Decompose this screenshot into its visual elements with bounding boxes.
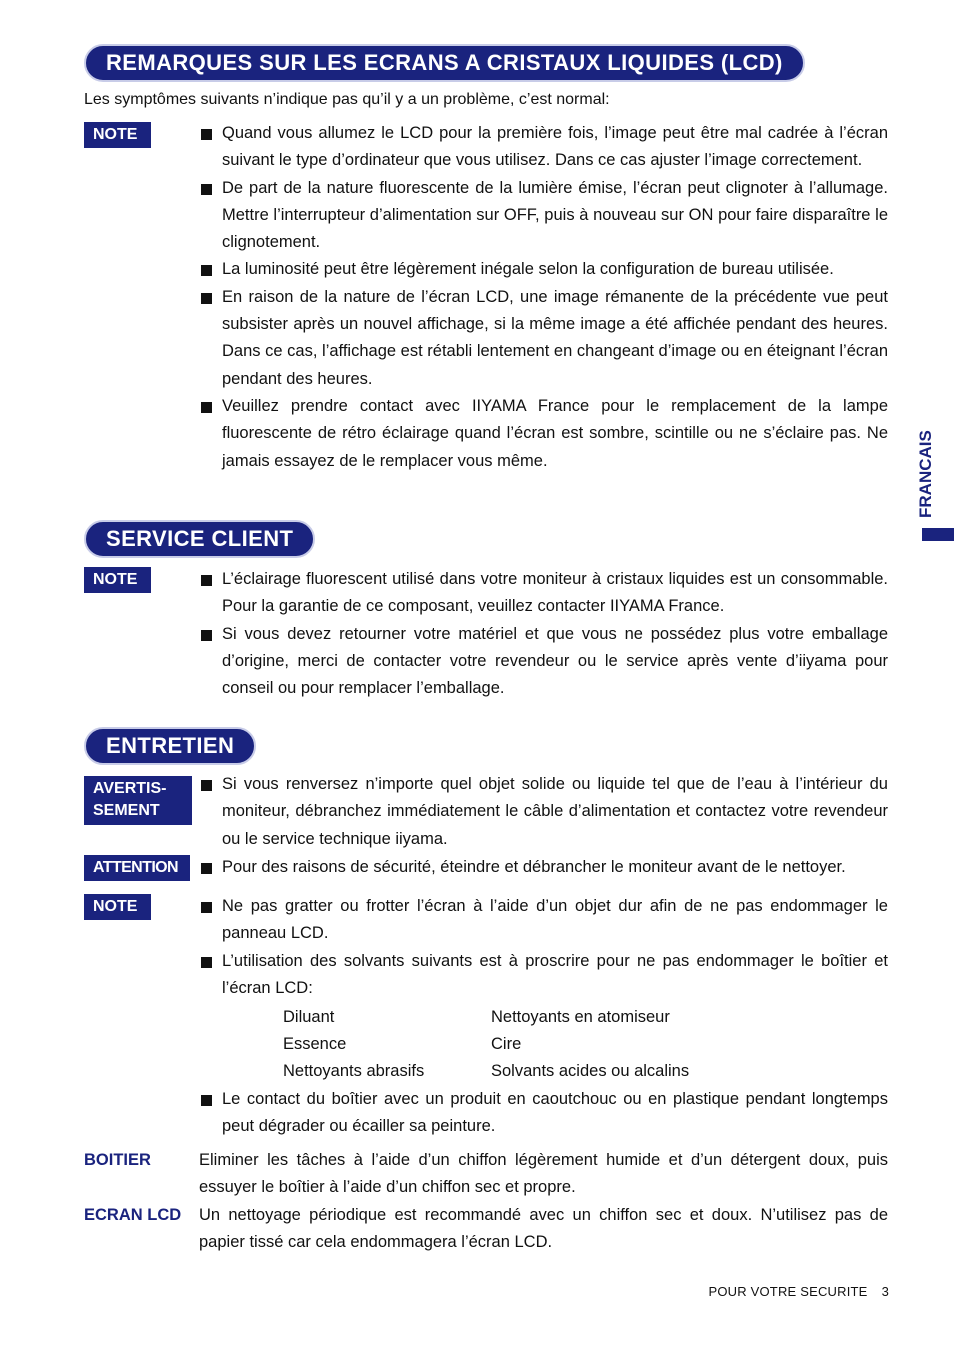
section-title-entretien: ENTRETIEN [84, 727, 256, 765]
side-language-bar [922, 528, 954, 541]
note-tag: NOTE [84, 894, 151, 920]
list-item: L’éclairage fluorescent utilisé dans votre moniteur à cristaux liquides est un consommable. Pour la garantie de ce composant, veuillez contacter IIYAMA France. [200, 566, 888, 621]
solvents-table [283, 1004, 689, 1085]
list-item: Veuillez prendre contact avec IIYAMA France pour le remplacement de la lampe fluorescente de rétro éclairage quand l’écran est sombre, scintille ou ne s’éclaire pas. Ne jamais essayez de le remplacer vous même. [200, 393, 888, 475]
solvent-name: Essence [283, 1035, 347, 1053]
solvents-row [283, 1004, 689, 1031]
list-item: En raison de la nature de l’écran LCD, une image rémanente de la précédente vue peut subsister après un nouvel affichage, si la même image a été affichée pendant des heures. Dans ce cas, l’affichage est rétabli lentement en changeant d’image ou en éteignant l’écran pendant des heures. [200, 284, 888, 393]
boitier-label: BOITIER [84, 1151, 151, 1169]
solvent-name: Solvants acides ou alcalins [491, 1062, 690, 1080]
warning-list [200, 771, 888, 853]
entretien-note-list [200, 893, 888, 1002]
warning-tag-line: SEMENT [93, 802, 160, 819]
solvents-row [283, 1031, 689, 1058]
solvents-row [283, 1058, 689, 1085]
side-language-label: FRANCAIS [916, 430, 935, 518]
section-intro: Les symptômes suivants n’indique pas qu’il y a un problème, c’est normal: [84, 91, 610, 108]
ecran-lcd-label: ECRAN LCD [84, 1206, 182, 1224]
section-title-remarques: REMARQUES SUR LES ECRANS A CRISTAUX LIQUIDES (LCD) [84, 44, 805, 82]
list-item: Pour des raisons de sécurité, éteindre et débrancher le moniteur avant de le nettoyer. [200, 854, 888, 881]
list-item: Le contact du boîtier avec un produit en caoutchouc ou en plastique pendant longtemps peut dégrader ou écailler sa peinture. [200, 1086, 888, 1141]
note-tag: NOTE [84, 567, 151, 593]
remarques-list [200, 120, 888, 475]
page-footer [708, 1284, 889, 1299]
section-title-service-client: SERVICE CLIENT [84, 520, 315, 558]
ecran-lcd-text: Un nettoyage périodique est recommandé avec un chiffon sec et doux. N’utilisez pas de papier tissé car cela endommagera l’écran LCD. [199, 1206, 888, 1252]
solvent-name: Cire [491, 1035, 522, 1053]
note-tag: NOTE [84, 122, 151, 148]
solvent-name: Nettoyants abrasifs [283, 1062, 425, 1080]
list-item: Si vous renversez n’importe quel objet solide ou liquide tel que de l’eau à l’intérieur du moniteur, débranchez immédiatement le câble d’alimentation et contactez votre revendeur ou le service technique iiyama. [200, 771, 888, 853]
list-item: De part de la nature fluorescente de la lumière émise, l’écran peut clignoter à l’allumage. Mettre l’interrupteur d’alimentation sur OFF, puis à nouveau sur ON pour faire disparaître le clignotement. [200, 175, 888, 257]
list-item: Ne pas gratter ou frotter l’écran à l’aide d’un objet dur afin de ne pas endommager le panneau LCD. [200, 893, 888, 948]
list-item: Quand vous allumez le LCD pour la première fois, l’image peut être mal cadrée à l’écran suivant le type d’ordinateur que vous utilisez. Dans ce cas ajuster l’image correctement. [200, 120, 888, 175]
attention-list [200, 854, 888, 881]
solvent-name: Diluant [283, 1008, 335, 1026]
list-item: La luminosité peut être légèrement inégale selon la configuration de bureau utilisée. [200, 256, 888, 283]
entretien-note-list-cont [200, 1086, 888, 1141]
footer-text: POUR VOTRE SECURITE [708, 1284, 868, 1299]
service-client-list [200, 566, 888, 702]
attention-tag: ATTENTION [84, 855, 190, 881]
boitier-text: Eliminer les tâches à l’aide d’un chiffon légèrement humide et d’un détergent doux, puis essuyer le boîtier à l’aide d’un chiffon sec et propre. [199, 1151, 888, 1197]
list-item: L’utilisation des solvants suivants est à proscrire pour ne pas endommager le boîtier et l’écran LCD: [200, 948, 888, 1003]
solvent-name: Nettoyants en atomiseur [491, 1008, 670, 1026]
warning-tag-line: AVERTIS- [93, 780, 167, 797]
warning-tag [84, 776, 192, 825]
list-item: Si vous devez retourner votre matériel et que vous ne possédez plus votre emballage d’origine, merci de contacter votre revendeur ou le service après vente d’iiyama pour conseil ou pour remplacer l’emballage. [200, 621, 888, 703]
page-number: 3 [881, 1284, 889, 1299]
